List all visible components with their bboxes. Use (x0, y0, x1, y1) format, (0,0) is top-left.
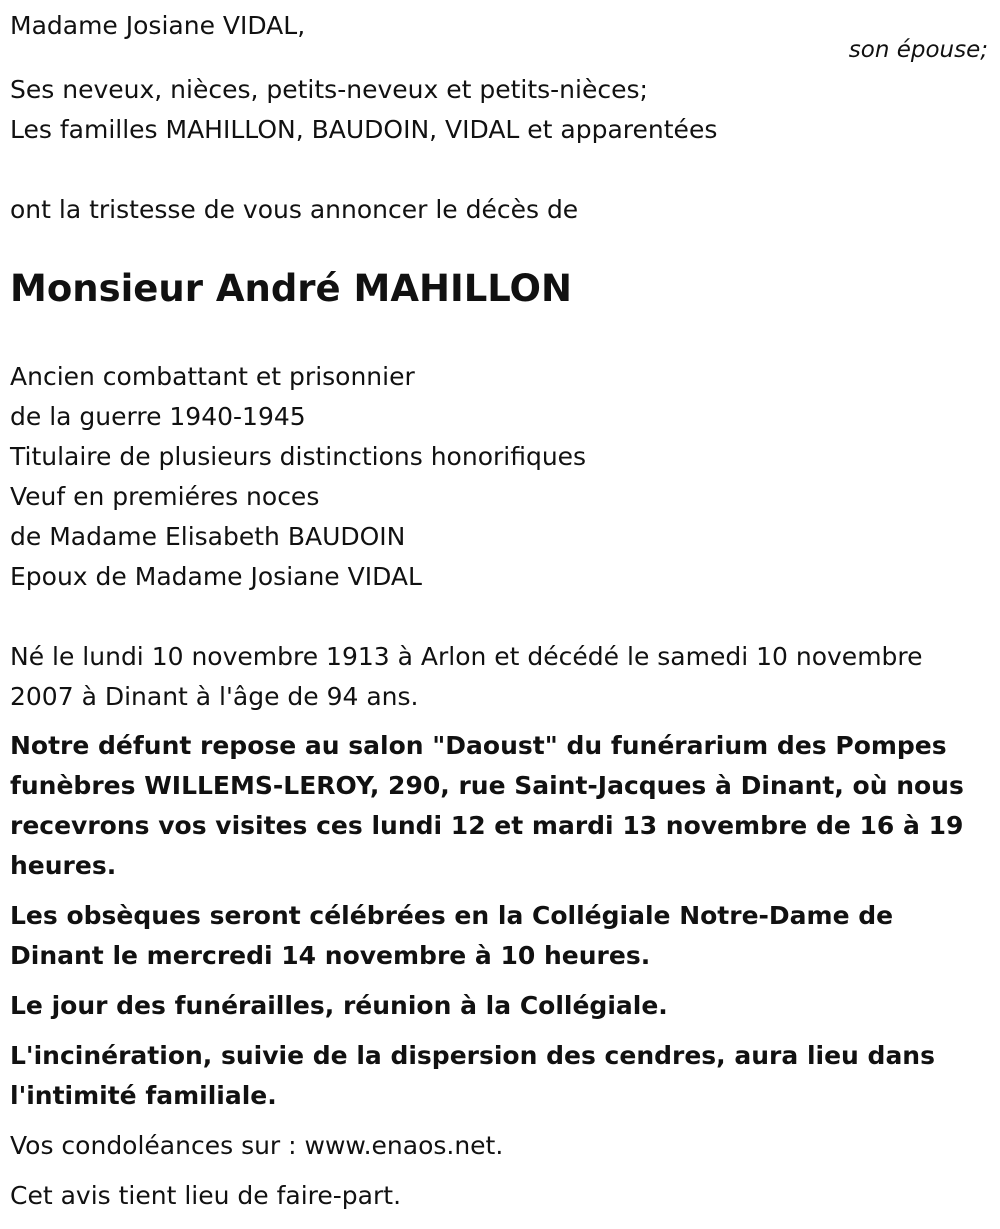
title-line: de la guerre 1940-1945 (10, 402, 306, 431)
funeral-service-info: Les obsèques seront célébrées en la Collégiale Notre-Dame de Dinant le mercredi 14 novembre à 10 heures. (10, 901, 894, 970)
cremation-info: L'incinération, suivie de la dispersion des cendres, aura lieu dans l'intimité familiale. (10, 1041, 935, 1110)
titles-section (10, 357, 586, 597)
viewing-info: Notre défunt repose au salon "Daoust" du funérarium des Pompes funèbres WILLEMS-LEROY, 290, rue Saint-Jacques à Dinant, où nous recevrons vos visites ces lundi 12 et mardi 13 novembre de 16 à 19 heures. (10, 731, 964, 880)
deceased-name: Monsieur André MAHILLON (10, 267, 572, 310)
condolences-info: Vos condoléances sur : www.enaos.net. (10, 1131, 504, 1160)
spouse-role: son épouse; (848, 37, 988, 63)
title-line: Epoux de Madame Josiane VIDAL (10, 562, 422, 591)
title-line: Titulaire de plusieurs distinctions honorifiques (10, 442, 587, 471)
spouse-name: Madame Josiane VIDAL, (10, 11, 306, 40)
family-line: Les familles MAHILLON, BAUDOIN, VIDAL et apparentées (10, 115, 718, 144)
title-line: de Madame Elisabeth BAUDOIN (10, 522, 406, 551)
title-line: Ancien combattant et prisonnier (10, 362, 415, 391)
announcement-text: ont la tristesse de vous annoncer le décès de (10, 195, 579, 224)
notice-info: Cet avis tient lieu de faire-part. (10, 1181, 402, 1210)
meeting-info: Le jour des funérailles, réunion à la Collégiale. (10, 991, 668, 1020)
title-line: Veuf en premiéres noces (10, 482, 320, 511)
family-section (10, 70, 717, 150)
funeral-info-section (10, 726, 990, 1226)
family-line: Ses neveux, nièces, petits-neveux et petits-nièces; (10, 75, 648, 104)
birth-death-dates: Né le lundi 10 novembre 1913 à Arlon et décédé le samedi 10 novembre 2007 à Dinant à l'âge de 94 ans. (10, 642, 923, 711)
